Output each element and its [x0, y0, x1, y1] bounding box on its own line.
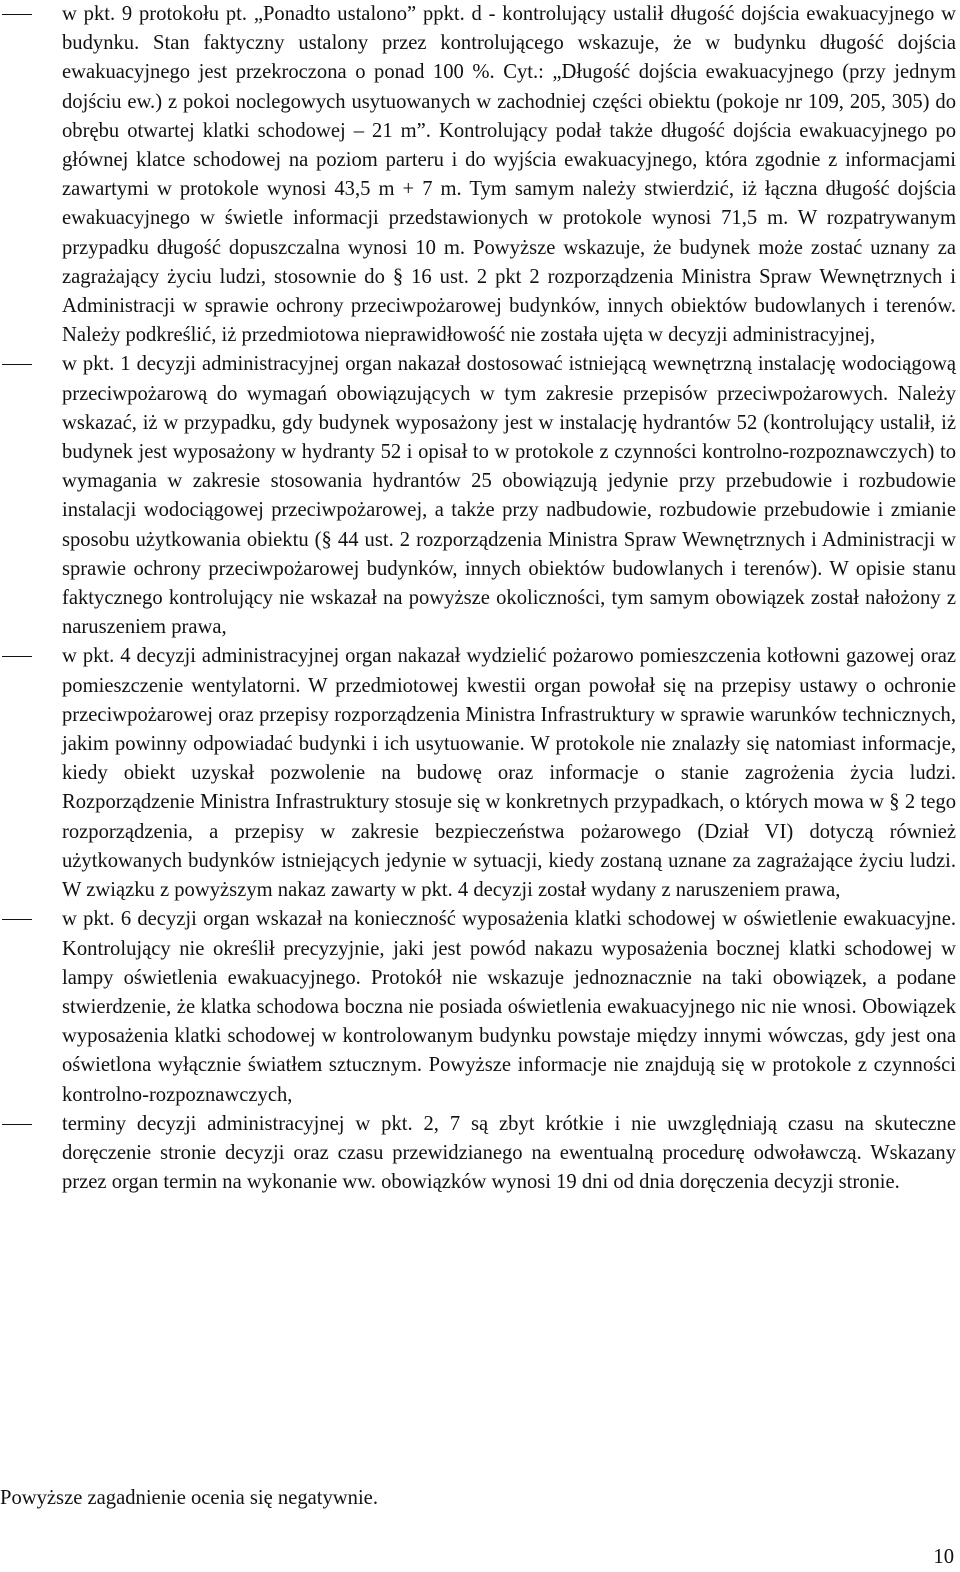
finding-item-pkt-1 [0, 350, 956, 642]
dash-bullet-icon [2, 364, 32, 365]
finding-text: terminy decyzji administracyjnej w pkt. 2, 7 są zbyt krótkie i nie uwzględniają czasu na skuteczne doręczenie stronie decyzji oraz czasu przewidzianego na ewentualną procedurę odwoławczą. Wskazany przez organ termin na wykonanie ww. obowiązków wynosi 19 dni od dnia doręczenia decyzji stronie. [62, 1112, 956, 1194]
dash-bullet-icon [2, 1124, 32, 1125]
finding-item-pkt-9 [0, 0, 956, 350]
finding-text: w pkt. 4 decyzji administracyjnej organ nakazał wydzielić pożarowo pomieszczenia kotłowni gazowej oraz pomieszczenie wentylatorni. W przedmiotowej kwestii organ powołał się na przepisy ustawy o ochronie przeciwpożarowej oraz przepisy rozporządzenia Ministra Infrastruktury w sprawie warunków technicznych, jakim powinny odpowiadać budynki i ich usytuowanie. W protokole nie znalazły się natomiast informacje, kiedy obiekt uzyskał pozwolenie na budowę oraz informacje o stanie zagrożenia życia ludzi. Rozporządzenie Ministra Infrastruktury stosuje się w konkretnych przypadkach, o których mowa w § 2 tego rozporządzenia, a przepisy w zakresie bezpieczeństwa pożarowego (Dział VI) dotyczą również użytkowanych budynków istniejących jedynie w sytuacji, kiedy zostaną uznane za zagrażające życiu ludzi. W związku z powyższym nakaz zawarty w pkt. 4 decyzji został wydany z naruszeniem prawa, [62, 645, 956, 902]
finding-item-terms [0, 1110, 956, 1198]
dash-bullet-icon [2, 919, 32, 920]
finding-item-pkt-4 [0, 642, 956, 905]
dash-bullet-icon [2, 14, 32, 15]
finding-text: w pkt. 1 decyzji administracyjnej organ nakazał dostosować istniejącą wewnętrzną instalację wodociągową przeciwpożarową do wymagań obowiązujących w tym zakresie przepisów przeciwpożarowych. Należy wskazać, iż w przypadku, gdy budynek wyposażony jest w instalację hydrantów 52 (kontrolujący ustalił, iż budynek jest wyposażony w hydranty 52 i opisał to w protokole z czynności kontrolno-rozpoznawczych) to wymagania w zakresie stosowania hydrantów 25 obowiązują jedynie przy przebudowie i rozbudowie instalacji wodociągowej przeciwpożarowej, a także przy nadbudowie, rozbudowie przebudowie i zmianie sposobu użytkowania obiektu (§ 44 ust. 2 rozporządzenia Ministra Spraw Wewnętrznych i Administracji w sprawie ochrony przeciwpożarowej budynków, innych obiektów budowlanych i terenów). W opisie stanu faktycznego kontrolujący nie wskazał na powyższe okoliczności, tym samym obowiązek został nałożony z naruszeniem prawa, [62, 353, 956, 639]
finding-text: w pkt. 9 protokołu pt. „Ponadto ustalono” ppkt. d - kontrolujący ustalił długość dojścia ewakuacyjnego w budynku. Stan faktyczny ustalony przez kontrolującego wskazuje, że w budynku długość dojścia ewakuacyjnego jest przekroczona o ponad 100 %. Cyt.: „Długość dojścia ewakuacyjnego (przy jednym dojściu ew.) z pokoi noclegowych usytuowanych w zachodniej części obiektu (pokoje nr 109, 205, 305) do obrębu otwartej klatki schodowej – 21 m”. Kontrolujący podał także długość dojścia ewakuacyjnego po głównej klatce schodowej na poziom parteru i do wyjścia ewakuacyjnego, która zgodnie z informacjami zawartymi w protokole wynosi 43,5 m + 7 m. Tym samym należy stwierdzić, iż łączna długość dojścia ewakuacyjnego w świetle informacji przedstawionych w protokole wynosi 71,5 m. W rozpatrywanym przypadku długość dopuszczalna wynosi 10 m. Powyższe wskazuje, że budynek może zostać uznany za zagrażający życiu ludzi, stosownie do § 16 ust. 2 pkt 2 rozporządzenia Ministra Spraw Wewnętrznych i Administracji w sprawie ochrony przeciwpożarowej budynków, innych obiektów budowlanych i terenów. Należy podkreślić, iż przedmiotowa nieprawidłowość nie została ujęta w decyzji administracyjnej, [62, 3, 956, 347]
finding-item-pkt-6 [0, 905, 956, 1109]
page-number: 10 [933, 1546, 954, 1568]
closing-sentence: Powyższe zagadnienie ocenia się negatywnie. [0, 1487, 378, 1509]
finding-text: w pkt. 6 decyzji organ wskazał na konieczność wyposażenia klatki schodowej w oświetlenie ewakuacyjne. Kontrolujący nie określił precyzyjnie, jaki jest powód nakazu wyposażenia bocznej klatki schodowej w lampy oświetlenia ewakuacyjnego. Protokół nie wskazuje jednoznacznie na taki obowiązek, a podane stwierdzenie, że klatka schodowa boczna nie posiada oświetlenia ewakuacyjnego nic nie wnosi. Obowiązek wyposażenia klatki schodowej w kontrolowanym budynku powstaje między innymi wówczas, gdy jest ona oświetlona wyłącznie światłem sztucznym. Powyższe informacje nie znajdują się w protokole z czynności kontrolno-rozpoznawczych, [62, 908, 956, 1106]
dash-bullet-icon [2, 656, 32, 657]
